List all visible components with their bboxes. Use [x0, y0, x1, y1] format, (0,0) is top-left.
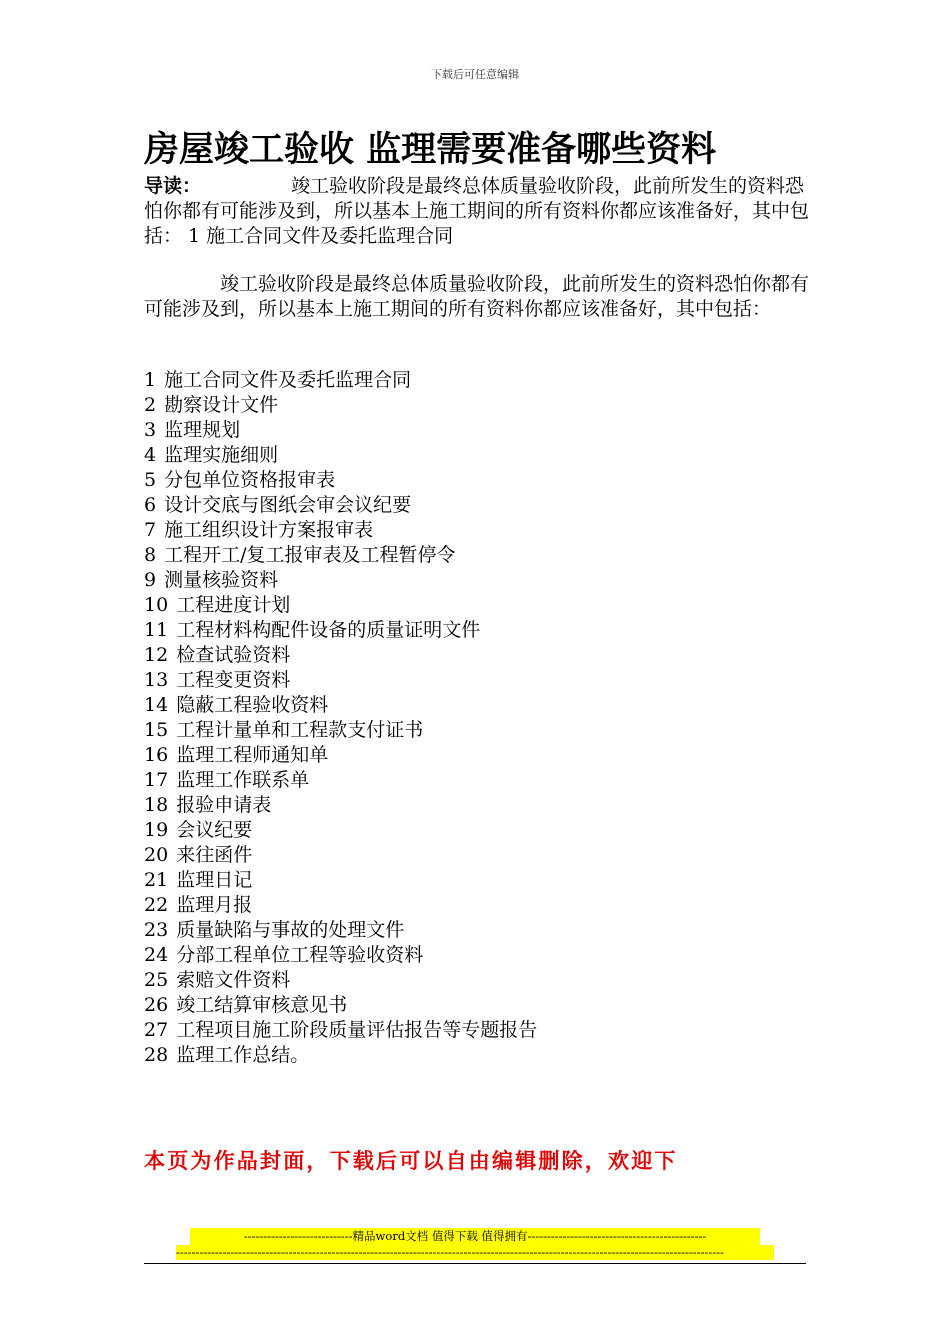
cover-note: 本页为作品封面，下载后可以自由编辑删除，欢迎下 — [144, 1149, 678, 1173]
list-item-number: 15 — [144, 719, 169, 741]
body-paragraph: 竣工验收阶段是最终总体质量验收阶段，此前所发生的资料恐怕你都有可能涉及到，所以基本上施工期间的所有资料你都应该准备好，其中包括： — [144, 273, 810, 320]
list-item — [144, 743, 809, 768]
document-list — [144, 368, 809, 1068]
footer-rule — [144, 1263, 806, 1264]
list-item-text: 监理工作联系单 — [176, 769, 310, 791]
list-item — [144, 718, 809, 743]
list-item-number: 6 — [144, 494, 157, 516]
intro-text: 竣工验收阶段是最终总体质量验收阶段，此前所发生的资料恐怕你都有可能涉及到，所以基本上施工期间的所有资料你都应该准备好，其中包括： 1 施工合同文件及委托监理合同 — [144, 175, 810, 247]
list-item — [144, 818, 809, 843]
list-item-text: 施工组织设计方案报审表 — [164, 519, 374, 541]
list-item-text: 分部工程单位工程等验收资料 — [176, 944, 424, 966]
list-item — [144, 468, 809, 493]
list-item-text: 监理规划 — [164, 419, 241, 441]
list-item — [144, 543, 809, 568]
list-item-text: 竣工结算审核意见书 — [176, 994, 348, 1016]
list-item-text: 测量核验资料 — [164, 569, 279, 591]
list-item-text: 来往函件 — [176, 844, 253, 866]
list-item-number: 1 — [144, 369, 157, 391]
list-item-text: 检查试验资料 — [176, 644, 291, 666]
list-item-number: 21 — [144, 869, 169, 891]
list-item-text: 索赔文件资料 — [176, 969, 291, 991]
list-item-text: 监理日记 — [176, 869, 253, 891]
list-item-number: 7 — [144, 519, 157, 541]
list-item-text: 监理月报 — [176, 894, 253, 916]
list-item — [144, 643, 809, 668]
list-item — [144, 668, 809, 693]
list-item — [144, 768, 809, 793]
list-item-number: 20 — [144, 844, 169, 866]
page-header: 下载后可任意编辑 — [431, 68, 519, 81]
list-item — [144, 568, 809, 593]
list-item-number: 16 — [144, 744, 169, 766]
list-item-number: 25 — [144, 969, 169, 991]
list-item — [144, 868, 809, 893]
document-title: 房屋竣工验收 监理需要准备哪些资料 — [144, 130, 717, 170]
list-item-number: 10 — [144, 594, 169, 616]
footer-banner: ----------------------------精品word文档 值得下载 值得拥有---------------------------------------------- — [190, 1228, 760, 1245]
list-item — [144, 1018, 809, 1043]
list-item-text: 工程项目施工阶段质量评估报告等专题报告 — [176, 1019, 538, 1041]
list-item — [144, 918, 809, 943]
list-item-text: 工程变更资料 — [176, 669, 291, 691]
list-item-number: 5 — [144, 469, 157, 491]
list-item — [144, 418, 809, 443]
list-item — [144, 368, 809, 393]
list-item — [144, 518, 809, 543]
list-item — [144, 443, 809, 468]
list-item-number: 12 — [144, 644, 169, 666]
list-item-number: 14 — [144, 694, 169, 716]
list-item-text: 监理工作总结。 — [176, 1044, 310, 1066]
list-item-number: 26 — [144, 994, 169, 1016]
list-item-text: 分包单位资格报审表 — [164, 469, 336, 491]
list-item-number: 24 — [144, 944, 169, 966]
intro-label: 导读： — [144, 175, 202, 197]
list-item-number: 2 — [144, 394, 157, 416]
list-item-number: 23 — [144, 919, 169, 941]
list-item-text: 设计交底与图纸会审会议纪要 — [164, 494, 412, 516]
list-item-number: 22 — [144, 894, 169, 916]
list-item-number: 11 — [144, 619, 169, 641]
list-item-text: 隐蔽工程验收资料 — [176, 694, 329, 716]
list-item — [144, 968, 809, 993]
list-item-text: 工程材料构配件设备的质量证明文件 — [176, 619, 481, 641]
list-item — [144, 943, 809, 968]
list-item-text: 会议纪要 — [176, 819, 253, 841]
list-item — [144, 593, 809, 618]
list-item — [144, 993, 809, 1018]
list-item — [144, 618, 809, 643]
list-item — [144, 493, 809, 518]
list-item-text: 监理实施细则 — [164, 444, 279, 466]
intro-paragraph — [144, 174, 809, 249]
list-item-number: 17 — [144, 769, 169, 791]
list-item-text: 工程开工/复工报审表及工程暂停令 — [164, 544, 456, 566]
footer-dash-line: --------------------------------------------------------------------------------------------------------------------------------------------- — [176, 1245, 774, 1260]
list-item — [144, 793, 809, 818]
list-item-text: 报验申请表 — [176, 794, 272, 816]
list-item-number: 4 — [144, 444, 157, 466]
list-item-text: 工程计量单和工程款支付证书 — [176, 719, 424, 741]
list-item-text: 工程进度计划 — [176, 594, 291, 616]
list-item — [144, 393, 809, 418]
list-item-text: 勘察设计文件 — [164, 394, 279, 416]
list-item — [144, 893, 809, 918]
list-item-number: 8 — [144, 544, 157, 566]
list-item-number: 28 — [144, 1044, 169, 1066]
list-item-number: 3 — [144, 419, 157, 441]
list-item — [144, 693, 809, 718]
list-item-text: 质量缺陷与事故的处理文件 — [176, 919, 405, 941]
list-item — [144, 843, 809, 868]
list-item-number: 19 — [144, 819, 169, 841]
list-item-number: 27 — [144, 1019, 169, 1041]
list-item-number: 18 — [144, 794, 169, 816]
list-item — [144, 1043, 809, 1068]
list-item-number: 9 — [144, 569, 157, 591]
list-item-number: 13 — [144, 669, 169, 691]
list-item-text: 监理工程师通知单 — [176, 744, 329, 766]
list-item-text: 施工合同文件及委托监理合同 — [164, 369, 412, 391]
